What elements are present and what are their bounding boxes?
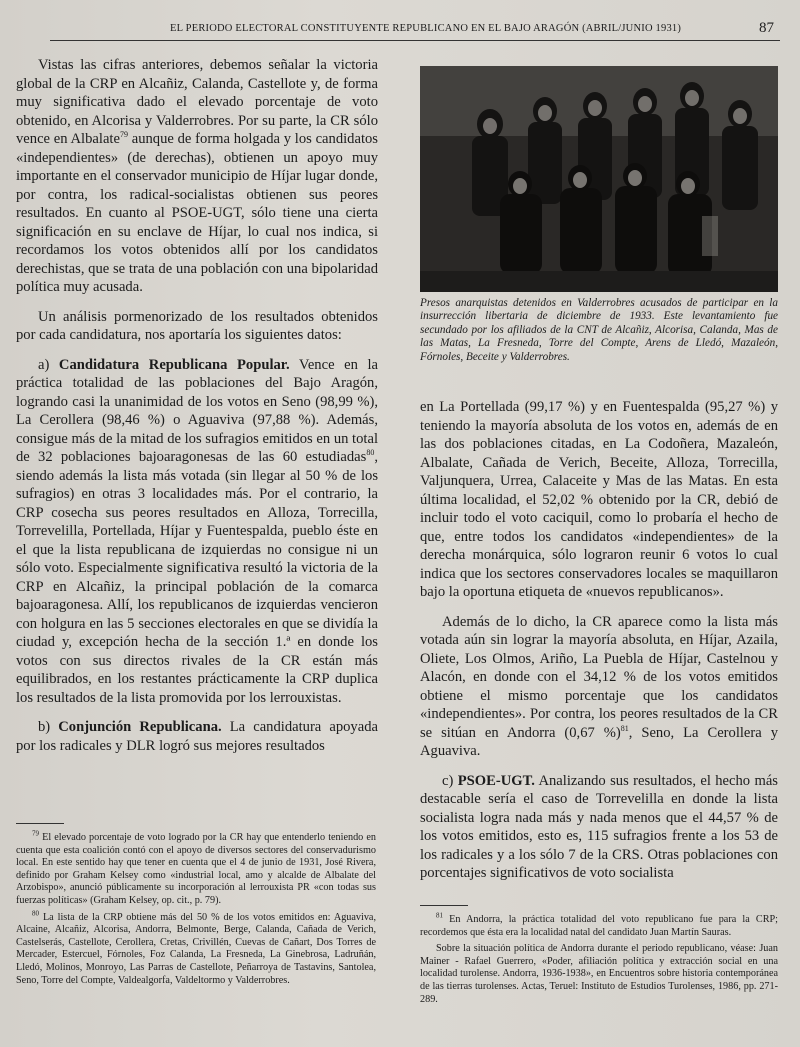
footnote-rule — [16, 823, 64, 824]
footnotes-left — [16, 829, 376, 991]
footnote-ref: 79 — [119, 130, 128, 140]
footnote-ref: 81 — [620, 723, 629, 733]
footnote-rule — [420, 905, 468, 906]
paragraph: Un análisis pormenorizado de los resultados obtenidos por cada candidatura, nos aportaría los siguientes datos: — [16, 308, 378, 343]
footnote: $^{80}$ La lista de la CRP obtiene más del 50 % de los votos emitidos en: Aguaviva, Alcaine, Alcañiz, Alcorisa, Andorra, Belmonte, Berge, Calanda, Cañada de Verich, Castelserás, Castellote, Cerollera, Cretas, Crivillén, Cuevas de Cañart, Dos Torres de Mercader, Estercuel, Fórnoles, Foz Calanda, La Fresneda, La Ginebrosa, Ladruñán, Lledó, Molinos, Monroyo, Las Parras de Castellote, Peñarroya de Tastavins, Santolea, Seno, Torre del Compte, Valdealgorfa, Valdeltormo y Valderrobres. — [16, 909, 376, 986]
historical-photo — [420, 66, 778, 292]
right-column — [420, 398, 778, 883]
paragraph: a) Candidatura Republicana Popular. Vence en la práctica totalidad de las poblaciones del Bajo Aragón, logrando casi la unanimidad de los votos en Seno (98,99 %), La Cerollera (98,46 %) o Aguaviva (97,88 %). Además, consigue más de la mitad de los sufragios emitidos en un total de 32 poblaciones bajoaragonesas de las 60 estudiadas$^{80}$, siendo además la lista más votada (sin llegar al 50 % de los sufragios) en otras 3 localidades más. Por el contrario, la CRP cosecha sus peores resultados en Alloza, Torrecilla, Torrevelilla, Portellada, Híjar y Fuentespalda, pueblo éste en el que la lista republicana de izquierdas no consigue ni un sólo voto. Especialmente significativa resultó la victoria de la CRP en Alcañiz, la principal población de la comarca bajoaragonesa. Allí, los republicanos de izquierdas vencieron con holgura en las 5 secciones electorales en que se dividía la ciudad y, excepción hecha de la sección 1.ª en donde los votos con sus directos rivales de la CR están más equilibrados, en los restantes prácticamente la CRP duplica los resultados de la lista promovida por los lerrouxistas. — [16, 356, 378, 706]
paragraph: en La Portellada (99,17 %) y en Fuentespalda (95,27 %) y teniendo la mayoría absoluta de los votos en, además de en las dos poblaciones citadas, en La Codoñera, Mazaleón, Albalate, Cañada de Verich, Beceite, Alloza, Torrecilla, Valjunquera, Urrea, Calaceite y Mas de las Matas. En esta última localidad, el 52,02 % obtenido por la CR, debió de incluir todo el voto caciquil, como lo probaría el hecho de que, entre todos los candidatos «independientes» de la derecha monárquica, sólo lograron reunir 6 votos lo cual indica que los sectores conservadores locales se maquillaron bajo la oportuna etiqueta de «nuevos republicanos». — [420, 399, 778, 600]
left-column — [16, 56, 378, 755]
footnote: $^{81}$ En Andorra, la práctica totalidad del voto republicano fue para la CRP; recordemos que ésta era la localidad natal del candidato Juan Martín Sauras. — [420, 911, 778, 938]
running-header — [50, 20, 780, 41]
section-heading: Conjunción Republicana. — [58, 719, 222, 735]
paragraph: c) PSOE-UGT. Analizando sus resultados, el hecho más destacable sería el caso de Torrevelilla en donde la lista socialista logra nada más y nada menos que el 44,57 % de los votos emitidos, esto es, 115 sufragios frente a los 53 de los radicales y a los sólo 7 de la CRS. Otras poblaciones con porcentajes significativos de voto socialista — [420, 772, 778, 881]
section-heading: PSOE-UGT. — [457, 772, 535, 789]
paragraph: Además de lo dicho, la CR aparece como la lista más votada aún sin lograr la mayoría absoluta, en Híjar, Azaila, Oliete, Los Olmos, Ariño, La Puebla de Híjar, Castelnou y Alacón, en donde con el 34,12 % de los votos emitidos obtiene el mismo porcentaje que los candidatos «independientes». Por contra, los peores resultados de la CR se sitúan en Andorra (0,67 %)$^{81}$, Seno, La Cerollera y Aguaviva. — [420, 613, 778, 759]
footnote: Sobre la situación política de Andorra durante el periodo republicano, véase: Juan Mainer - Rafael Guerrero, «Poder, afiliación política y extracción social en una localidad turolense. Andorra, 1936-1938», en Encuentros sobre historia contemporánea de las tierras turolenses. Actas, Teruel: Instituto de Estudios Turolenses, 1986, pp. 271-289. — [420, 943, 778, 1005]
running-title: EL PERIODO ELECTORAL CONSTITUYENTE REPUBLICANO EN EL BAJO ARAGÓN (ABRIL/JUNIO 1931) — [170, 23, 682, 34]
footnote: $^{79}$ El elevado porcentaje de voto logrado por la CR hay que entenderlo teniendo en cuenta que esta coalición contó con el apoyo de diversos sectores del conservadurismo local. En este sentido hay que tener en cuenta que el 4 de junio de 1931, José Rivera, definido por Graham Kelsey como «industrial local, amo y alcalde de Albalate del Arzobispo», anunció públicamente su incorporación al lerrouxista PR «con todas sus fuerzas políticas» (Graham Kelsey, op. cit., p. 79). — [16, 829, 376, 906]
page-number: 87 — [759, 20, 774, 36]
section-heading: Candidatura Republicana Popular. — [58, 356, 290, 373]
paragraph: Vistas las cifras anteriores, debemos señalar la victoria global de la CRP en Alcañiz, Calanda, Castellote y, de forma muy significativa dado el elevado porcentaje de voto obtenido, en Alcorisa y Valderrobres. Por su parte, la CR sólo vence en Albalate$^{79}$ aunque de forma holgada y los candidatos «independientes» (de derechas), obtienen un apoyo muy importante en el conservador municipio de Híjar lugar donde, por contra, los radical-socialistas obtienen sus peores resultados. En cuanto al PSOE-UGT, sólo tiene una cierta significación en su enclave de Híjar, lo cual nos indica, si recordamos los votos obtenidos allí por los candidatos derechistas, que se trata de una población con una bipolaridad política muy acusada. — [16, 57, 378, 295]
paragraph: b) Conjunción Republicana. La candidatura apoyada por los radicales y DLR logró sus mejores resultados — [16, 719, 378, 754]
footnote-ref: 80 — [366, 448, 375, 458]
footnotes-right — [420, 911, 778, 1010]
photo-caption: Presos anarquistas detenidos en Valderrobres acusados de participar en la insurrección libertaria de diciembre de 1933. Este levantamiento fue secundado por los afiliados de la CNT de Alcañiz, Alcorisa, Calanda, Mas de las Matas, La Fresneda, Torre del Compte, Arens de Lledó, Mazaleón, Fórnoles, Beceite y Valderrobres. — [420, 297, 778, 363]
